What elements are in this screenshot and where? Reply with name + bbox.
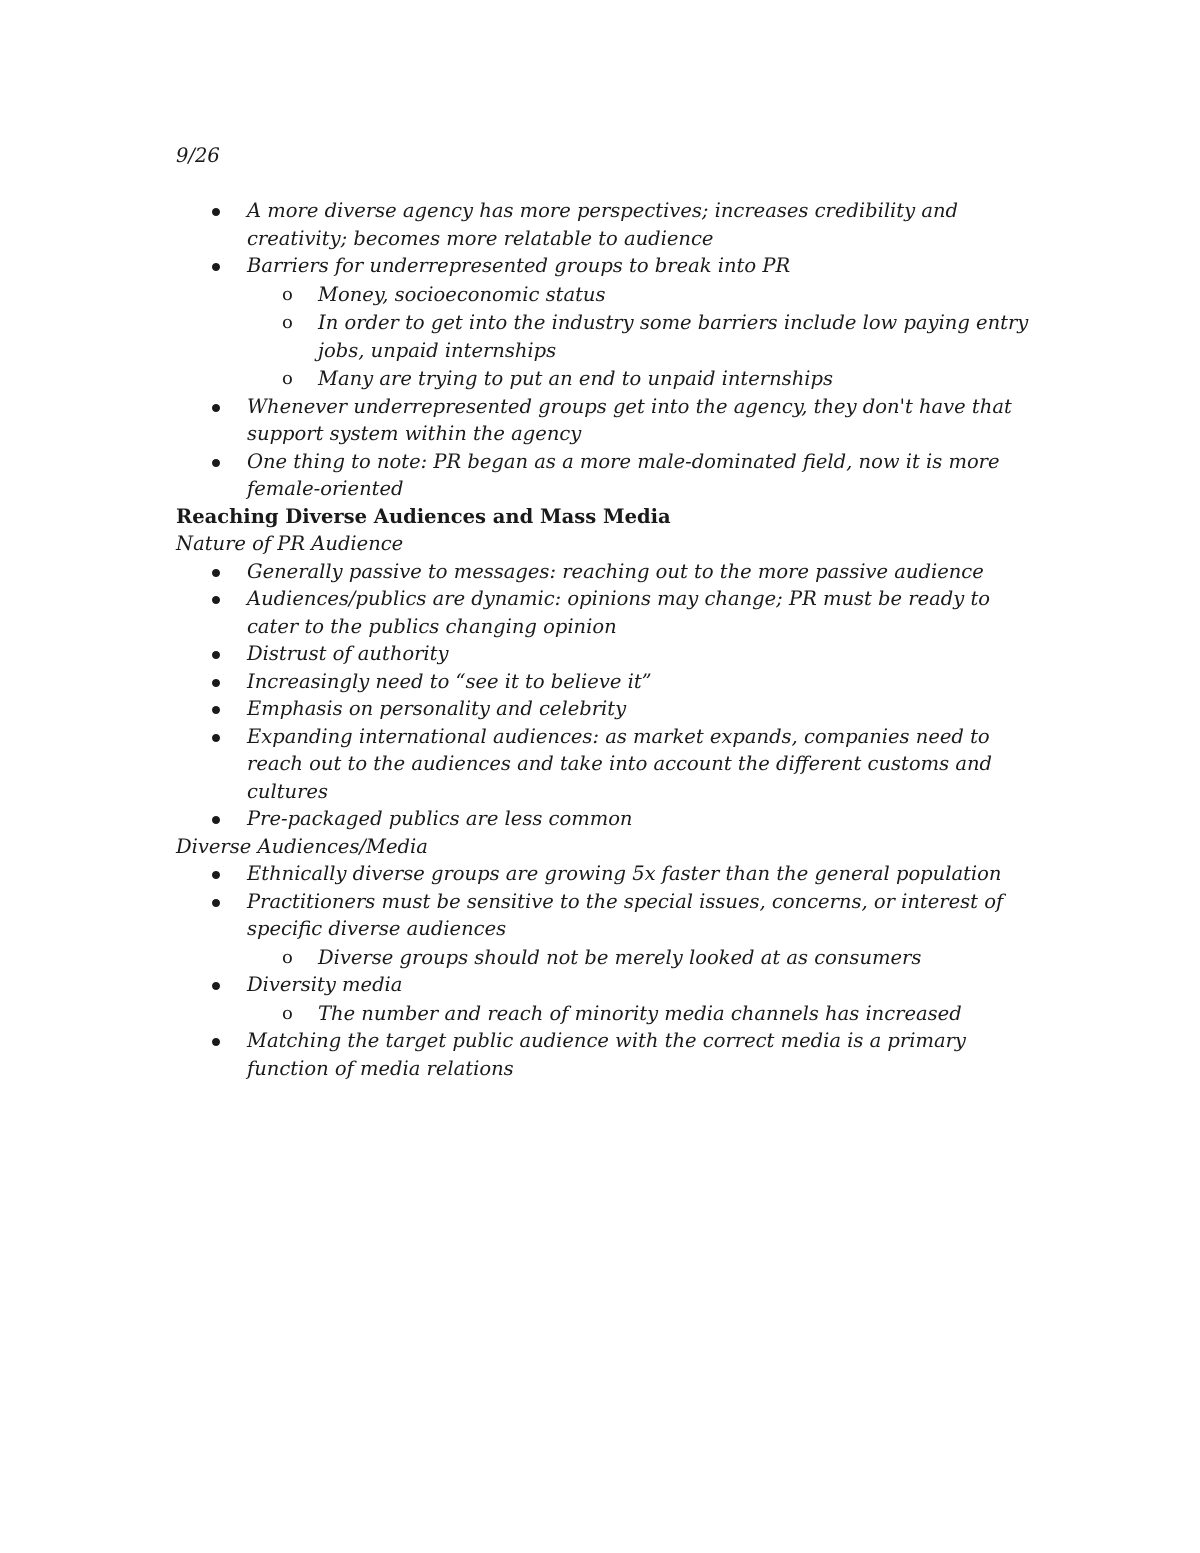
list-item-text: Ethnically diverse groups are growing 5x faster than the general population (247, 862, 1002, 885)
list-item-text: Increasingly need to “see it to believe it” (247, 669, 652, 693)
sub-list-item (176, 365, 1036, 393)
list-item (176, 1027, 1036, 1082)
sub-list-item-text: Many are trying to put an end to unpaid internships (318, 367, 833, 390)
sub-list-item-text: In order to get into the industry some barriers include low paying entry jobs, unpaid internships (318, 311, 1029, 362)
sub-list-item (176, 944, 1036, 972)
list-item (176, 585, 1036, 640)
list-item (176, 558, 1036, 586)
notes-content (176, 197, 1036, 1082)
bullet-icon (212, 459, 220, 467)
hollow-bullet-icon: o (282, 1002, 293, 1024)
hollow-bullet-icon: o (282, 312, 293, 333)
bullet-icon (212, 982, 220, 990)
list-item (176, 668, 1036, 696)
list-item-text: Expanding international audiences: as market expands, companies need to reach out to the audiences and take into account the different customs and cultures (247, 724, 992, 803)
subsection-title-nature: Nature of PR Audience (176, 532, 404, 555)
list-item (176, 805, 1036, 833)
subsection-title-diverse: Diverse Audiences/Media (176, 834, 428, 858)
hollow-bullet-icon: o (282, 946, 293, 968)
intro-bullet-list (176, 197, 1036, 503)
list-item-text: Practitioners must be sensitive to the special issues, concerns, or interest of specific diverse audiences (247, 889, 1004, 940)
bullet-icon (212, 1038, 220, 1046)
list-item (176, 695, 1036, 723)
bullet-icon (212, 208, 220, 216)
sub-list-item-text: The number and reach of minority media channels has increased (318, 1001, 962, 1025)
hollow-bullet-icon: o (282, 283, 293, 305)
bullet-icon (212, 404, 220, 412)
bullet-icon (212, 263, 220, 271)
sub-list-item-text: Diverse groups should not be merely looked at as consumers (318, 945, 922, 969)
bullet-icon (212, 706, 220, 714)
list-item-text: One thing to note: PR began as a more male-dominated field, now it is more female-oriented (247, 449, 1000, 500)
bullet-icon (212, 651, 220, 659)
list-item-text: Whenever underrepresented groups get into the agency, they don't have that support system within the agency (247, 394, 1012, 445)
diverse-bullet-list (176, 860, 1036, 1082)
bullet-icon (212, 596, 220, 604)
hollow-bullet-icon: o (282, 368, 293, 389)
sub-list-item-text: Money, socioeconomic status (318, 282, 606, 306)
bullet-icon (212, 569, 220, 577)
list-item (176, 393, 1036, 448)
list-item-text: Generally passive to messages: reaching out to the more passive audience (247, 559, 984, 583)
list-item-text: Diversity media (247, 973, 403, 996)
list-item (176, 197, 1036, 252)
list-item-text: Pre-packaged publics are less common (247, 807, 633, 830)
nature-bullet-list (176, 558, 1036, 833)
list-item-text: Matching the target public audience with the correct media is a primary function of media relations (247, 1029, 966, 1080)
date-label: 9/26 (176, 144, 220, 167)
bullet-icon (212, 871, 220, 879)
bullet-icon (212, 734, 220, 742)
list-item (176, 448, 1036, 503)
list-item-text: Barriers for underrepresented groups to break into PR (247, 254, 791, 277)
list-item (176, 252, 1036, 280)
sub-list-item (176, 309, 1036, 364)
list-item (176, 888, 1036, 943)
bullet-icon (212, 679, 220, 687)
list-item (176, 723, 1036, 806)
sub-list-item (176, 1000, 1036, 1028)
list-item-text: A more diverse agency has more perspectives; increases credibility and creativity; becomes more relatable to audience (247, 199, 959, 250)
list-item (176, 860, 1036, 888)
list-item (176, 640, 1036, 668)
list-item (176, 971, 1036, 999)
list-item-text: Distrust of authority (247, 642, 449, 665)
sub-list-item (176, 281, 1036, 309)
list-item-text: Audiences/publics are dynamic: opinions may change; PR must be ready to cater to the publics changing opinion (247, 587, 991, 638)
bullet-icon (212, 816, 220, 824)
list-item-text: Emphasis on personality and celebrity (247, 697, 627, 720)
bullet-icon (212, 899, 220, 907)
section-heading: Reaching Diverse Audiences and Mass Media (176, 504, 671, 528)
